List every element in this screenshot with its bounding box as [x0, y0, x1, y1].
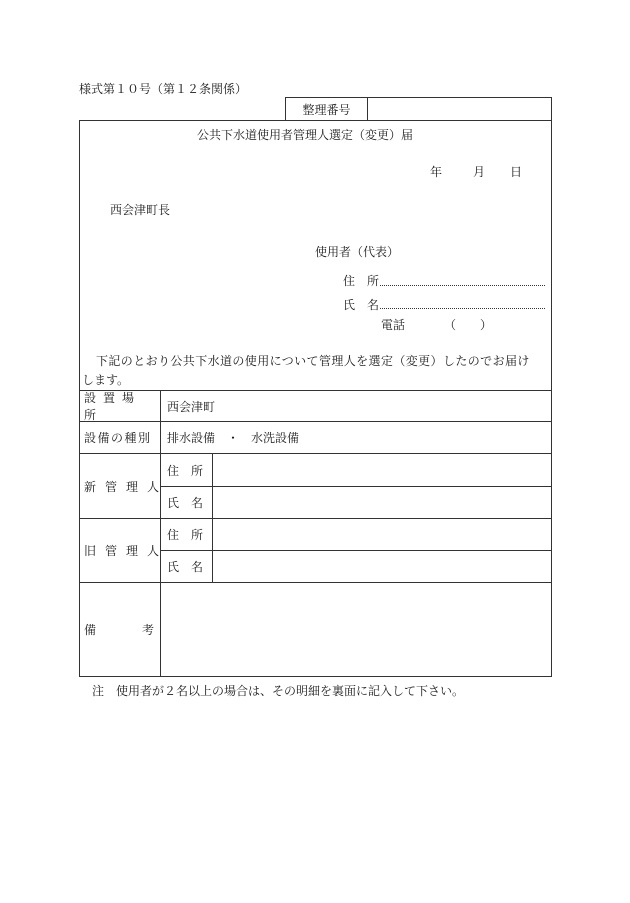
- form-number: 様式第１０号（第１２条関係）: [79, 82, 248, 96]
- applicant-name-line[interactable]: [380, 308, 545, 309]
- location-label-text: 設置場所: [84, 391, 142, 422]
- remarks-label-right: 考: [141, 623, 154, 637]
- reference-number-field[interactable]: [368, 98, 557, 120]
- footnote: 注 使用者が２名以上の場合は、その明細を裏面に記入して下さい。: [92, 684, 465, 698]
- equipment-type-value[interactable]: 排水設備 ・ 水洗設備: [167, 431, 300, 445]
- location-label: [84, 391, 156, 421]
- date-day-label: 日: [510, 165, 523, 179]
- new-manager-name-label: 氏 名: [167, 496, 204, 510]
- old-manager-address-label: 住 所: [167, 528, 204, 542]
- statement-line-1: 下記のとおり公共下水道の使用について管理人を選定（変更）したのでお届け: [96, 354, 530, 368]
- date-month-label: 月: [473, 165, 486, 179]
- applicant-address-label: 住 所: [343, 274, 380, 288]
- equipment-type-label: 設備の種別: [84, 431, 152, 445]
- old-manager-name-label: 氏 名: [167, 560, 204, 574]
- remarks-label-left: 備: [84, 623, 97, 637]
- new-manager-name-field[interactable]: [213, 487, 551, 518]
- applicant-heading: 使用者（代表）: [315, 245, 400, 259]
- addressee: 西会津町長: [110, 203, 171, 217]
- old-manager-label: 旧管理人: [84, 544, 169, 558]
- statement-line-2: します。: [82, 373, 130, 387]
- applicant-phone-label: 電話: [381, 318, 406, 332]
- remarks-label: [84, 583, 154, 676]
- reference-number-label: 整理番号: [302, 102, 351, 117]
- old-manager-address-field[interactable]: [213, 519, 551, 550]
- date-year-label: 年: [430, 165, 443, 179]
- applicant-phone-parens: （ ）: [444, 318, 493, 332]
- new-manager-address-field[interactable]: [213, 454, 551, 486]
- applicant-name-label: 氏 名: [343, 298, 380, 312]
- remarks-field[interactable]: [161, 583, 551, 676]
- new-manager-label: 新管理人: [84, 479, 169, 494]
- old-manager-name-field[interactable]: [213, 551, 551, 582]
- location-value[interactable]: 西会津町: [167, 399, 216, 414]
- new-manager-address-label: 住 所: [167, 463, 204, 478]
- form-title: 公共下水道使用者管理人選定（変更）届: [197, 128, 414, 142]
- applicant-address-line[interactable]: [380, 285, 545, 286]
